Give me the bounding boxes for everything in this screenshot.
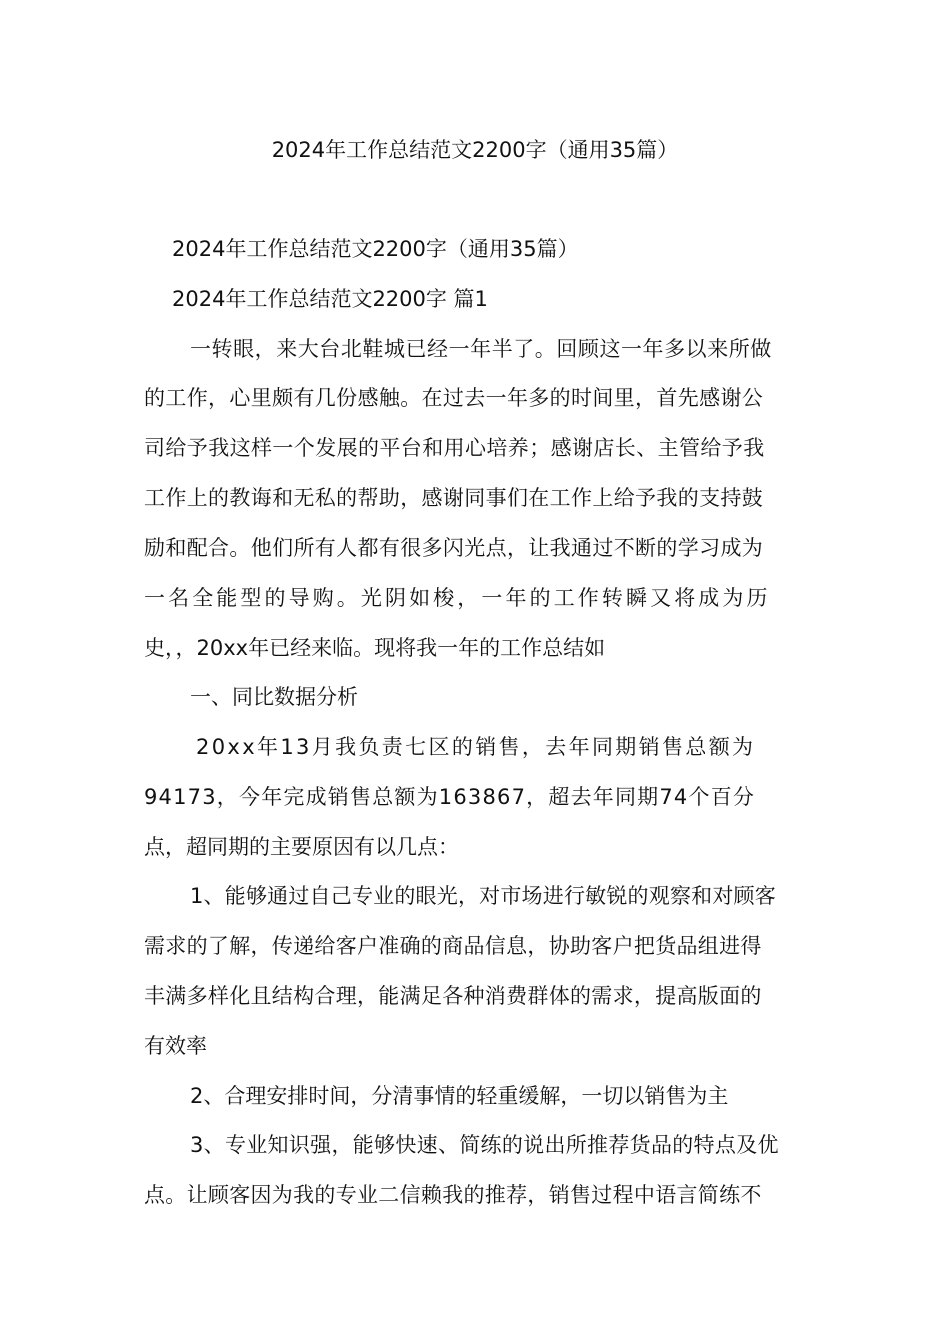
paragraph-line: 工作上的教诲和无私的帮助，感谢同事们在工作上给予我的支持鼓 (144, 486, 764, 510)
paragraph-line: 励和配合。他们所有人都有很多闪光点，让我通过不断的学习成为 (144, 536, 764, 560)
paragraph-line: 有效率 (144, 1034, 207, 1058)
paragraph-line: 一转眼，来大台北鞋城已经一年半了。回顾这一年多以来所做 (190, 337, 772, 361)
document-title: 2024年工作总结范文2200字（通用35篇） (271, 138, 679, 162)
heading-one: 一、同比数据分析 (190, 685, 358, 709)
document-subtitle: 2024年工作总结范文2200字（通用35篇） (172, 237, 579, 261)
paragraph-line: 94173，今年完成销售总额为163867，超去年同期74个百分 (144, 785, 756, 809)
paragraph-line: 1、能够通过自己专业的眼光，对市场进行敏锐的观察和对顾客 (190, 884, 776, 908)
paragraph-line: 的工作，心里颇有几份感触。在过去一年多的时间里，首先感谢公 (144, 386, 764, 410)
paragraph-line: 点，超同期的主要原因有以几点： (144, 835, 459, 859)
paragraph-line: 一名全能型的导购。光阴如梭，一年的工作转瞬又将成为历 (144, 586, 771, 610)
paragraph-line: 司给予我这样一个发展的平台和用心培养；感谢店长、主管给予我 (144, 436, 765, 460)
paragraph-line: 史，，20xx年已经来临。现将我一年的工作总结如 (144, 636, 606, 660)
paragraph-line: 点。让顾客因为我的专业二信赖我的推荐，销售过程中语言简练不 (144, 1183, 762, 1207)
paragraph-line: 丰满多样化且结构合理，能满足各种消费群体的需求，提高版面的 (144, 984, 762, 1008)
section-heading: 2024年工作总结范文2200字 篇1 (172, 287, 488, 311)
paragraph-line: 20xx年13月我负责七区的销售，去年同期销售总额为 (196, 735, 756, 759)
paragraph-line: 需求的了解，传递给客户准确的商品信息，协助客户把货品组进得 (144, 934, 762, 958)
list-item-2: 2、合理安排时间，分清事情的轻重缓解，一切以销售为主 (190, 1084, 729, 1108)
paragraph-line: 3、专业知识强，能够快速、简练的说出所推荐货品的特点及优 (190, 1133, 779, 1157)
